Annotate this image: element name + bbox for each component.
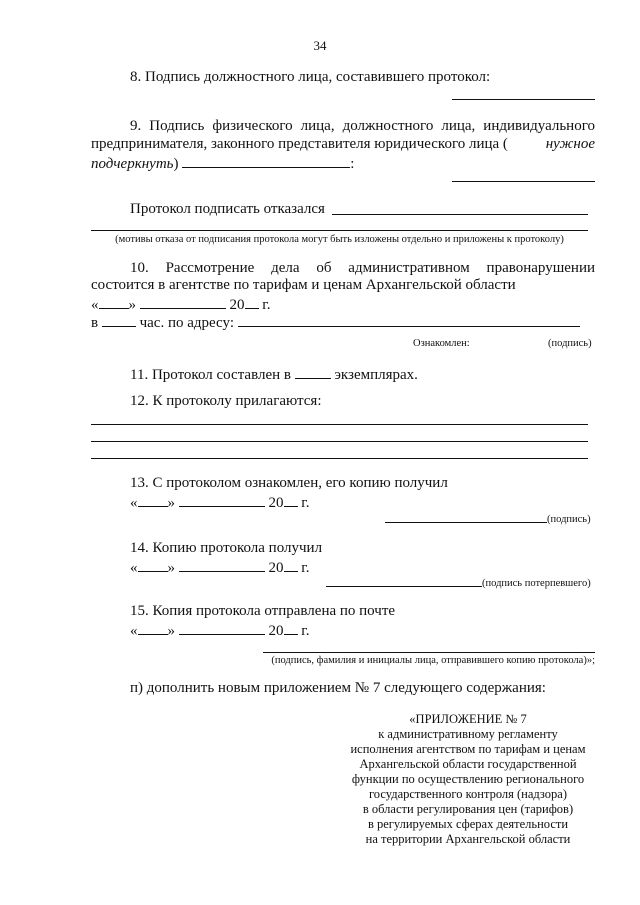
section-9-line2-text: предпринимателя, законного представителя юридического лица ( — [91, 136, 508, 152]
year-suffix: г. — [301, 560, 310, 576]
section-9-line3 — [91, 153, 354, 173]
representative-name-field[interactable] — [182, 153, 350, 168]
attachments-line-2[interactable] — [91, 441, 588, 442]
section-11-text: 11. Протокол составлен в — [130, 367, 291, 383]
refusal-field[interactable] — [332, 214, 588, 215]
date-quote-open: « — [130, 495, 138, 511]
section-11 — [130, 364, 418, 384]
section-10-line1: 10. Рассмотрение дела об административном правонарушении — [130, 260, 595, 276]
year-prefix: 20 — [229, 297, 245, 313]
item-p-text: п) дополнить новым приложением № 7 следующего содержания: — [130, 680, 546, 696]
section-8-text: 8. Подпись должностного лица, составившего протокол: — [130, 69, 491, 85]
s15-signature-line[interactable] — [263, 652, 595, 653]
signature-line-person[interactable] — [452, 181, 595, 182]
appendix-line-2: к административному регламенту — [378, 727, 558, 741]
section-10-line2: состоится в агентстве по тарифам и ценам Архангельской области — [91, 277, 516, 293]
attachments-line-1[interactable] — [91, 424, 588, 425]
acquainted-signature-label: (подпись) — [548, 338, 592, 349]
section-9-paren: ) — [173, 156, 179, 172]
section-9-colon: : — [350, 156, 355, 172]
appendix-line-6: государственного контроля (надзора) — [368, 787, 568, 801]
refusal-text: Протокол подписать отказался — [130, 201, 325, 217]
year-prefix: 20 — [268, 495, 284, 511]
hearing-hour-field[interactable] — [102, 312, 136, 327]
s13-month-field[interactable] — [179, 492, 265, 507]
date-quote-open: « — [91, 297, 99, 313]
s13-signature-line[interactable] — [385, 522, 547, 523]
hearing-day-field[interactable] — [99, 294, 129, 309]
year-suffix: г. — [262, 297, 271, 313]
year-prefix: 20 — [268, 560, 284, 576]
date-quote-close: » — [128, 297, 136, 313]
section-13-text: 13. С протоколом ознакомлен, его копию получил — [130, 475, 448, 491]
section-10-line4 — [91, 312, 580, 332]
appendix-line-9: на территории Архангельской области — [365, 832, 571, 846]
at-prefix: в — [91, 315, 99, 331]
section-11-copies: экземплярах. — [334, 367, 418, 383]
s15-signature-label: (подпись, фамилия и инициалы лица, отправившего копию протокола)»; — [271, 655, 595, 666]
section-14-date — [130, 557, 309, 577]
appendix-line-4: Архангельской области государственной — [359, 757, 577, 771]
section-10-date — [91, 294, 270, 314]
s15-day-field[interactable] — [138, 620, 168, 635]
hearing-address-field[interactable] — [238, 312, 580, 327]
s13-day-field[interactable] — [138, 492, 168, 507]
date-quote-open: « — [130, 560, 138, 576]
section-15-date — [130, 620, 309, 640]
section-13-date — [130, 492, 309, 512]
date-quote-open: « — [130, 623, 138, 639]
section-9-line2-italic: нужное — [545, 136, 595, 152]
hearing-year-field[interactable] — [245, 294, 259, 309]
copies-count-field[interactable] — [295, 364, 331, 379]
section-9-line1: 9. Подпись физического лица, должностного лица, индивидуального — [130, 118, 595, 134]
year-suffix: г. — [301, 623, 310, 639]
section-14-text: 14. Копию протокола получил — [130, 540, 323, 556]
refusal-reason-line[interactable] — [91, 230, 588, 231]
appendix-header — [326, 712, 610, 847]
section-9-line2 — [91, 135, 595, 153]
attachments-line-3[interactable] — [91, 458, 588, 459]
s14-signature-label: (подпись потерпевшего) — [482, 578, 591, 589]
section-15-text: 15. Копия протокола отправлена по почте — [130, 603, 396, 619]
date-quote-close: » — [167, 495, 175, 511]
section-12-text: 12. К протоколу прилагаются: — [130, 393, 322, 409]
s14-month-field[interactable] — [179, 557, 265, 572]
s14-signature-line[interactable] — [326, 586, 482, 587]
appendix-line-1: «ПРИЛОЖЕНИЕ № 7 — [409, 712, 527, 726]
s14-year-field[interactable] — [284, 557, 298, 572]
signature-line-official[interactable] — [452, 99, 595, 100]
date-quote-close: » — [167, 560, 175, 576]
appendix-line-5: функции по осуществлению регионального — [351, 772, 585, 786]
acquainted-label: Ознакомлен: — [413, 338, 470, 349]
s15-month-field[interactable] — [179, 620, 265, 635]
appendix-line-8: в регулируемых сферах деятельности — [367, 817, 569, 831]
section-9-underline-hint: подчеркнуть — [91, 156, 174, 172]
refusal-note: (мотивы отказа от подписания протокола могут быть изложены отдельно и приложены к протоколу) — [115, 234, 564, 245]
s13-signature-label: (подпись) — [547, 514, 591, 525]
hearing-month-field[interactable] — [140, 294, 226, 309]
date-quote-close: » — [167, 623, 175, 639]
address-label: час. по адресу: — [139, 315, 234, 331]
year-suffix: г. — [301, 495, 310, 511]
appendix-line-3: исполнения агентством по тарифам и ценам — [350, 742, 586, 756]
s15-year-field[interactable] — [284, 620, 298, 635]
page-number: 34 — [313, 38, 327, 53]
s14-day-field[interactable] — [138, 557, 168, 572]
s13-year-field[interactable] — [284, 492, 298, 507]
year-prefix: 20 — [268, 623, 284, 639]
appendix-line-7: в области регулирования цен (тарифов) — [362, 802, 574, 816]
